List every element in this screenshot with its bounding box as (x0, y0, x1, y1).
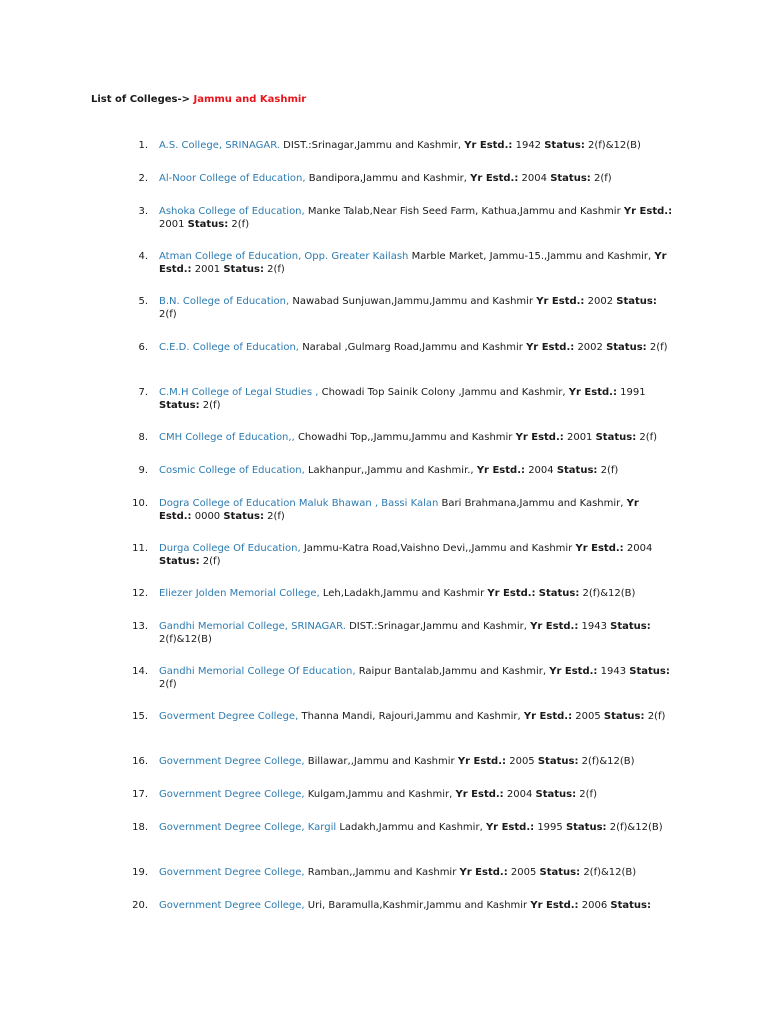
estd-label: Yr Estd.: (549, 666, 598, 677)
item-number: 5. (138, 296, 148, 307)
status-label: Status: (595, 432, 637, 443)
status-value: 2(f) (593, 173, 612, 184)
estd-value: 2005 (510, 867, 537, 878)
status-label: Status: (159, 400, 200, 411)
item-number: 14. (132, 666, 148, 677)
college-link[interactable]: A.S. College, SRINAGAR. (159, 140, 280, 151)
item-text (159, 431, 674, 444)
status-value: 2(f) (639, 432, 658, 443)
status-label: Status: (537, 756, 579, 767)
estd-value: 1943 (581, 621, 607, 632)
estd-label: Yr Estd.: (530, 900, 579, 911)
item-number: 17. (132, 789, 148, 800)
heading-state: Jammu and Kashmir (193, 94, 307, 105)
college-address: Manke Talab,Near Fish Seed Farm, Kathua,Jammu and Kashmir (307, 206, 621, 217)
status-value: 2(f)&12(B) (609, 822, 663, 833)
college-address: Narabal ,Gulmarg Road,Jammu and Kashmir (302, 342, 523, 353)
estd-label: Yr Estd.: (515, 432, 564, 443)
status-label: Status: (610, 621, 651, 632)
status-label: Status: (603, 711, 645, 722)
item-text (159, 755, 674, 768)
item-text (159, 899, 674, 912)
item-number: 8. (138, 432, 148, 443)
college-address: Bandipora,Jammu and Kashmir, (308, 173, 467, 184)
college-link[interactable]: Gandhi Memorial College, SRINAGAR. (159, 621, 346, 632)
item-text (159, 172, 674, 185)
estd-value: 2001 (194, 264, 221, 275)
item-text (159, 788, 674, 801)
item-number: 2. (138, 173, 148, 184)
status-value: 2(f)&12(B) (581, 756, 635, 767)
estd-value: 1995 (537, 822, 563, 833)
estd-value: 2006 (581, 900, 608, 911)
item-text (159, 386, 674, 412)
item-number: 13. (132, 621, 148, 632)
item-text (159, 295, 674, 321)
estd-value: 2004 (528, 465, 554, 476)
college-address: Raipur Bantalab,Jammu and Kashmir, (358, 666, 547, 677)
item-text (159, 665, 674, 691)
status-value: 2(f) (649, 342, 668, 353)
college-link[interactable]: C.M.H College of Legal Studies , (159, 387, 319, 398)
college-link[interactable]: Al-Noor College of Education, (159, 173, 306, 184)
item-number: 12. (132, 588, 148, 599)
item-number: 1. (138, 140, 148, 151)
page-heading (91, 94, 306, 105)
item-number: 6. (138, 342, 148, 353)
status-label: Status: (223, 511, 264, 522)
status-value: 2(f)&12(B) (159, 634, 212, 645)
status-label: Status: (550, 173, 591, 184)
status-value: 2(f)&12(B) (588, 140, 641, 151)
estd-label: Yr Estd.: (575, 543, 624, 554)
status-label: Status: (539, 867, 581, 878)
item-number: 3. (138, 206, 148, 217)
estd-label: Yr Estd.: (476, 465, 525, 476)
college-link[interactable]: Government Degree College, (159, 900, 305, 911)
item-text (159, 497, 674, 523)
college-address: Ramban,,Jammu and Kashmir (307, 867, 457, 878)
estd-value: 2004 (506, 789, 533, 800)
estd-label: Yr Estd.: (159, 251, 667, 275)
estd-value: 1991 (620, 387, 646, 398)
status-label: Status: (544, 140, 585, 151)
estd-value: 0000 (194, 511, 221, 522)
item-number: 16. (132, 756, 148, 767)
college-link[interactable]: Durga College Of Education, (159, 543, 301, 554)
item-text (159, 542, 674, 568)
college-address: Uri, Baramulla,Kashmir,Jammu and Kashmir (307, 900, 528, 911)
college-address: Bari Brahmana,Jammu and Kashmir, (441, 498, 624, 509)
estd-value: 2001 (159, 219, 185, 230)
college-link[interactable]: Ashoka College of Education, (159, 206, 305, 217)
item-text (159, 587, 674, 600)
estd-label: Yr Estd.: (464, 140, 513, 151)
college-link[interactable]: Goverment Degree College, (159, 711, 299, 722)
college-link[interactable]: CMH College of Education,, (159, 432, 295, 443)
estd-label: Yr Estd.: (159, 498, 639, 522)
status-label: Status: (535, 789, 577, 800)
college-link[interactable]: Gandhi Memorial College Of Education, (159, 666, 356, 677)
status-value: 2(f) (202, 556, 221, 567)
estd-label: Yr Estd.: (457, 756, 507, 767)
status-label: Status: (629, 666, 670, 677)
status-value: 2(f) (267, 511, 285, 522)
college-address: Billawar,,Jammu and Kashmir (307, 756, 455, 767)
college-link[interactable]: Government Degree College, Kargil (159, 822, 337, 833)
college-link[interactable]: Government Degree College, (159, 756, 305, 767)
item-text (159, 205, 674, 231)
item-number: 9. (138, 465, 148, 476)
college-address: Leh,Ladakh,Jammu and Kashmir (322, 588, 485, 599)
status-value: 2(f) (647, 711, 666, 722)
item-text (159, 866, 674, 879)
college-link[interactable]: Government Degree College, (159, 867, 305, 878)
college-link[interactable]: C.E.D. College of Education, (159, 342, 299, 353)
status-label: Status: (159, 556, 200, 567)
estd-value: 2004 (521, 173, 547, 184)
status-value: 2(f) (159, 309, 177, 320)
status-label: Status: (616, 296, 657, 307)
status-value: 2(f) (231, 219, 250, 230)
college-address: Marble Market, Jammu-15.,Jammu and Kashmir, (411, 251, 652, 262)
item-text (159, 710, 674, 723)
college-address: Chowadi Top Sainik Colony ,Jammu and Kashmir, (321, 387, 566, 398)
college-link[interactable]: Eliezer Jolden Memorial College, (159, 588, 320, 599)
estd-label: Yr Estd.: (459, 867, 508, 878)
estd-label: Yr Estd.: (526, 342, 575, 353)
status-label: Status: (610, 900, 651, 911)
status-label: Status: (223, 264, 264, 275)
heading-prefix: List of Colleges-> (91, 94, 190, 105)
status-value: 2(f)&12(B) (583, 867, 637, 878)
college-link[interactable]: Government Degree College, (159, 789, 305, 800)
college-link[interactable]: B.N. College of Education, (159, 296, 290, 307)
status-value: 2(f) (202, 400, 221, 411)
college-address: DIST.:Srinagar,Jammu and Kashmir, (349, 621, 527, 632)
college-address: Kulgam,Jammu and Kashmir, (307, 789, 453, 800)
estd-label: Yr Estd.: (530, 621, 579, 632)
item-text (159, 250, 674, 276)
item-number: 20. (132, 900, 148, 911)
item-number: 15. (132, 711, 148, 722)
status-value: 2(f) (600, 465, 619, 476)
item-number: 11. (132, 543, 148, 554)
status-label: Status: (606, 342, 647, 353)
college-address: Ladakh,Jammu and Kashmir, (339, 822, 483, 833)
status-label: Status: (556, 465, 598, 476)
status-value: 2(f) (579, 789, 597, 800)
item-text (159, 341, 674, 354)
item-text (159, 139, 674, 152)
estd-label: Yr Estd.: (487, 588, 536, 599)
item-number: 19. (132, 867, 148, 878)
college-address: Chowadhi Top,,Jammu,Jammu and Kashmir (297, 432, 513, 443)
estd-label: Yr Estd.: (623, 206, 673, 217)
college-address: Lakhanpur,,Jammu and Kashmir., (307, 465, 474, 476)
estd-value: 2005 (575, 711, 601, 722)
college-link[interactable]: Atman College of Education, Opp. Greater Kailash (159, 251, 409, 262)
estd-value: 2001 (566, 432, 593, 443)
college-link[interactable]: Dogra College of Education Maluk Bhawan , Bassi Kalan (159, 498, 439, 509)
college-address: Thanna Mandi, Rajouri,Jammu and Kashmir, (301, 711, 521, 722)
item-text (159, 620, 674, 646)
college-address: DIST.:Srinagar,Jammu and Kashmir, (283, 140, 462, 151)
status-value: 2(f) (267, 264, 285, 275)
estd-value: 1942 (515, 140, 542, 151)
item-number: 4. (138, 251, 148, 262)
estd-value: 2002 (587, 296, 614, 307)
status-label: Status: (187, 219, 229, 230)
estd-label: Yr Estd.: (523, 711, 573, 722)
item-number: 10. (132, 498, 148, 509)
item-number: 7. (138, 387, 148, 398)
estd-value: 2005 (509, 756, 535, 767)
estd-label: Yr Estd.: (470, 173, 519, 184)
college-link[interactable]: Cosmic College of Education, (159, 465, 305, 476)
estd-value: 1943 (600, 666, 627, 677)
status-value: 2(f)&12(B) (582, 588, 636, 599)
college-address: Nawabad Sunjuwan,Jammu,Jammu and Kashmir (292, 296, 534, 307)
estd-label: Yr Estd.: (455, 789, 504, 800)
item-number: 18. (132, 822, 148, 833)
estd-label: Yr Estd.: (536, 296, 585, 307)
item-text (159, 821, 674, 834)
estd-label: Yr Estd.: (485, 822, 535, 833)
status-label: Status: (538, 588, 580, 599)
college-address: Jammu-Katra Road,Vaishno Devi,,Jammu and Kashmir (303, 543, 573, 554)
item-text (159, 464, 674, 477)
estd-value: 2002 (577, 342, 603, 353)
status-label: Status: (565, 822, 607, 833)
estd-label: Yr Estd.: (568, 387, 617, 398)
estd-value: 2004 (626, 543, 653, 554)
status-value: 2(f) (159, 679, 177, 690)
